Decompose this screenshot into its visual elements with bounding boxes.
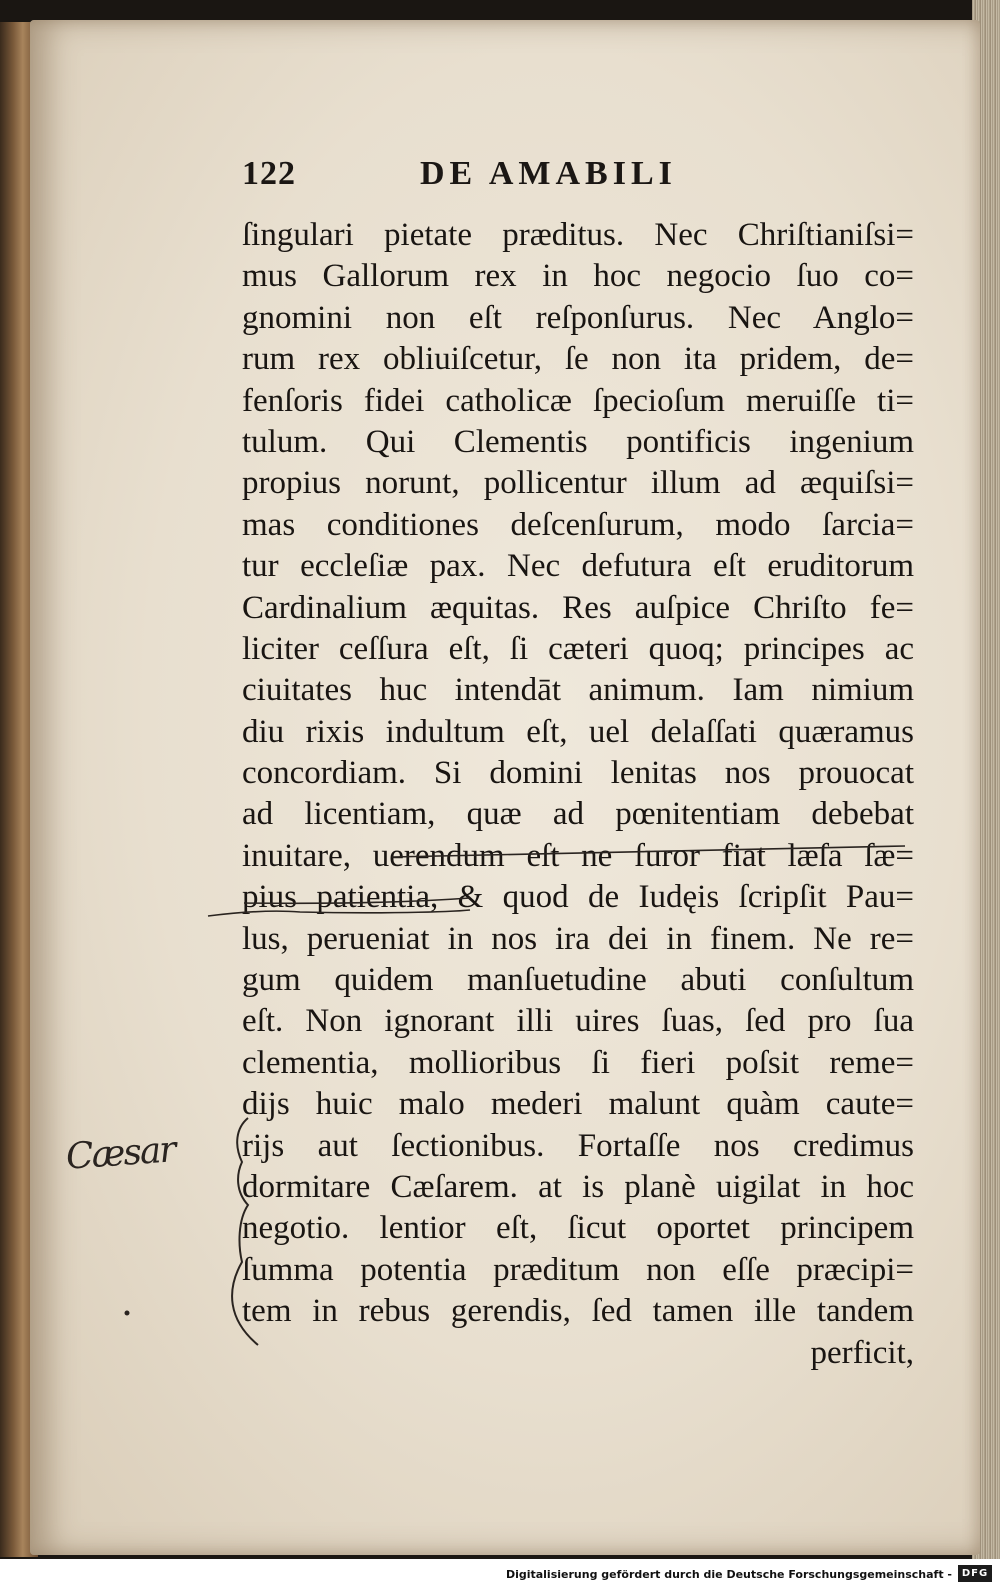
text-line: ſingulari pietate præditus. Nec Chriſtianiſsi= bbox=[242, 217, 914, 253]
text-line: rijs aut ſectionibus. Fortaſſe nos credimus bbox=[242, 1127, 914, 1164]
text-line: Cardinalium æquitas. Res auſpice Chriſto fe= bbox=[242, 589, 914, 626]
text-line: concordiam. Si domini lenitas nos prouocat bbox=[242, 755, 914, 792]
page-number: 122 bbox=[242, 155, 296, 192]
text-line: ciuitates huc intendāt animum. Iam nimium bbox=[242, 672, 914, 709]
text-line: inuitare, uerendum eſt ne furor fiat læſa ſæ= bbox=[242, 837, 914, 874]
text-line: gnomini non eſt reſponſurus. Nec Anglo= bbox=[242, 299, 914, 336]
text-line: propius norunt, pollicentur illum ad æquiſsi= bbox=[242, 465, 914, 502]
text-line: mas conditiones deſcenſurum, modo ſarcia= bbox=[242, 506, 914, 543]
handwritten-marginal-note: Cæsar bbox=[64, 1129, 176, 1178]
text-line: gum quidem manſuetudine abuti conſultum bbox=[242, 962, 914, 999]
text-line: eſt. Non ignorant illi uires ſuas, ſed pro ſua bbox=[242, 1003, 914, 1040]
text-line: dormitare Cæſarem. at is planè uigilat in hoc bbox=[242, 1168, 914, 1205]
text-line: tur eccleſiæ pax. Nec defutura eſt eruditorum bbox=[242, 548, 914, 585]
body-text bbox=[242, 215, 914, 1374]
text-line: pius patientia, & quod de Iudęis ſcripſit Pau= bbox=[242, 879, 914, 916]
dfg-logo: DFG bbox=[958, 1565, 992, 1582]
text-line: mus Gallorum rex in hoc negocio ſuo co= bbox=[242, 258, 914, 295]
text-line: liciter ceſſura eſt, ſi cæteri quoq; principes ac bbox=[242, 630, 914, 667]
text-line: dijs huic malo mederi malunt quàm caute= bbox=[242, 1086, 914, 1123]
running-title: DE AMABILI bbox=[420, 155, 677, 192]
text-line: ſumma potentia præditum non eſſe præcipi= bbox=[242, 1251, 914, 1288]
text-line: ad licentiam, quæ ad pœnitentiam debebat bbox=[242, 796, 914, 833]
text-line: tem in rebus gerendis, ſed tamen ille tandem bbox=[242, 1293, 914, 1330]
digitization-footer bbox=[0, 1559, 1000, 1585]
text-line: tulum. Qui Clementis pontificis ingenium bbox=[242, 423, 914, 460]
text-line: clementia, mollioribus ſi fieri poſsit reme= bbox=[242, 1044, 914, 1081]
funding-credit: Digitalisierung gefördert durch die Deutsche Forschungsgemeinschaft - bbox=[505, 1568, 952, 1581]
text-line: diu rixis indultum eſt, uel delaſſati quæramus bbox=[242, 713, 914, 750]
text-line: negotio. lentior eſt, ſicut oportet principem bbox=[242, 1210, 914, 1247]
text-line: rum rex obliuiſcetur, ſe non ita pridem, de= bbox=[242, 341, 914, 378]
catchword: perficit, bbox=[810, 1334, 914, 1371]
text-line: fenſoris fidei catholicæ ſpecioſum meruiſſe ti= bbox=[242, 382, 914, 419]
text-line: lus, perueniat in nos ira dei in finem. Ne re= bbox=[242, 920, 914, 957]
